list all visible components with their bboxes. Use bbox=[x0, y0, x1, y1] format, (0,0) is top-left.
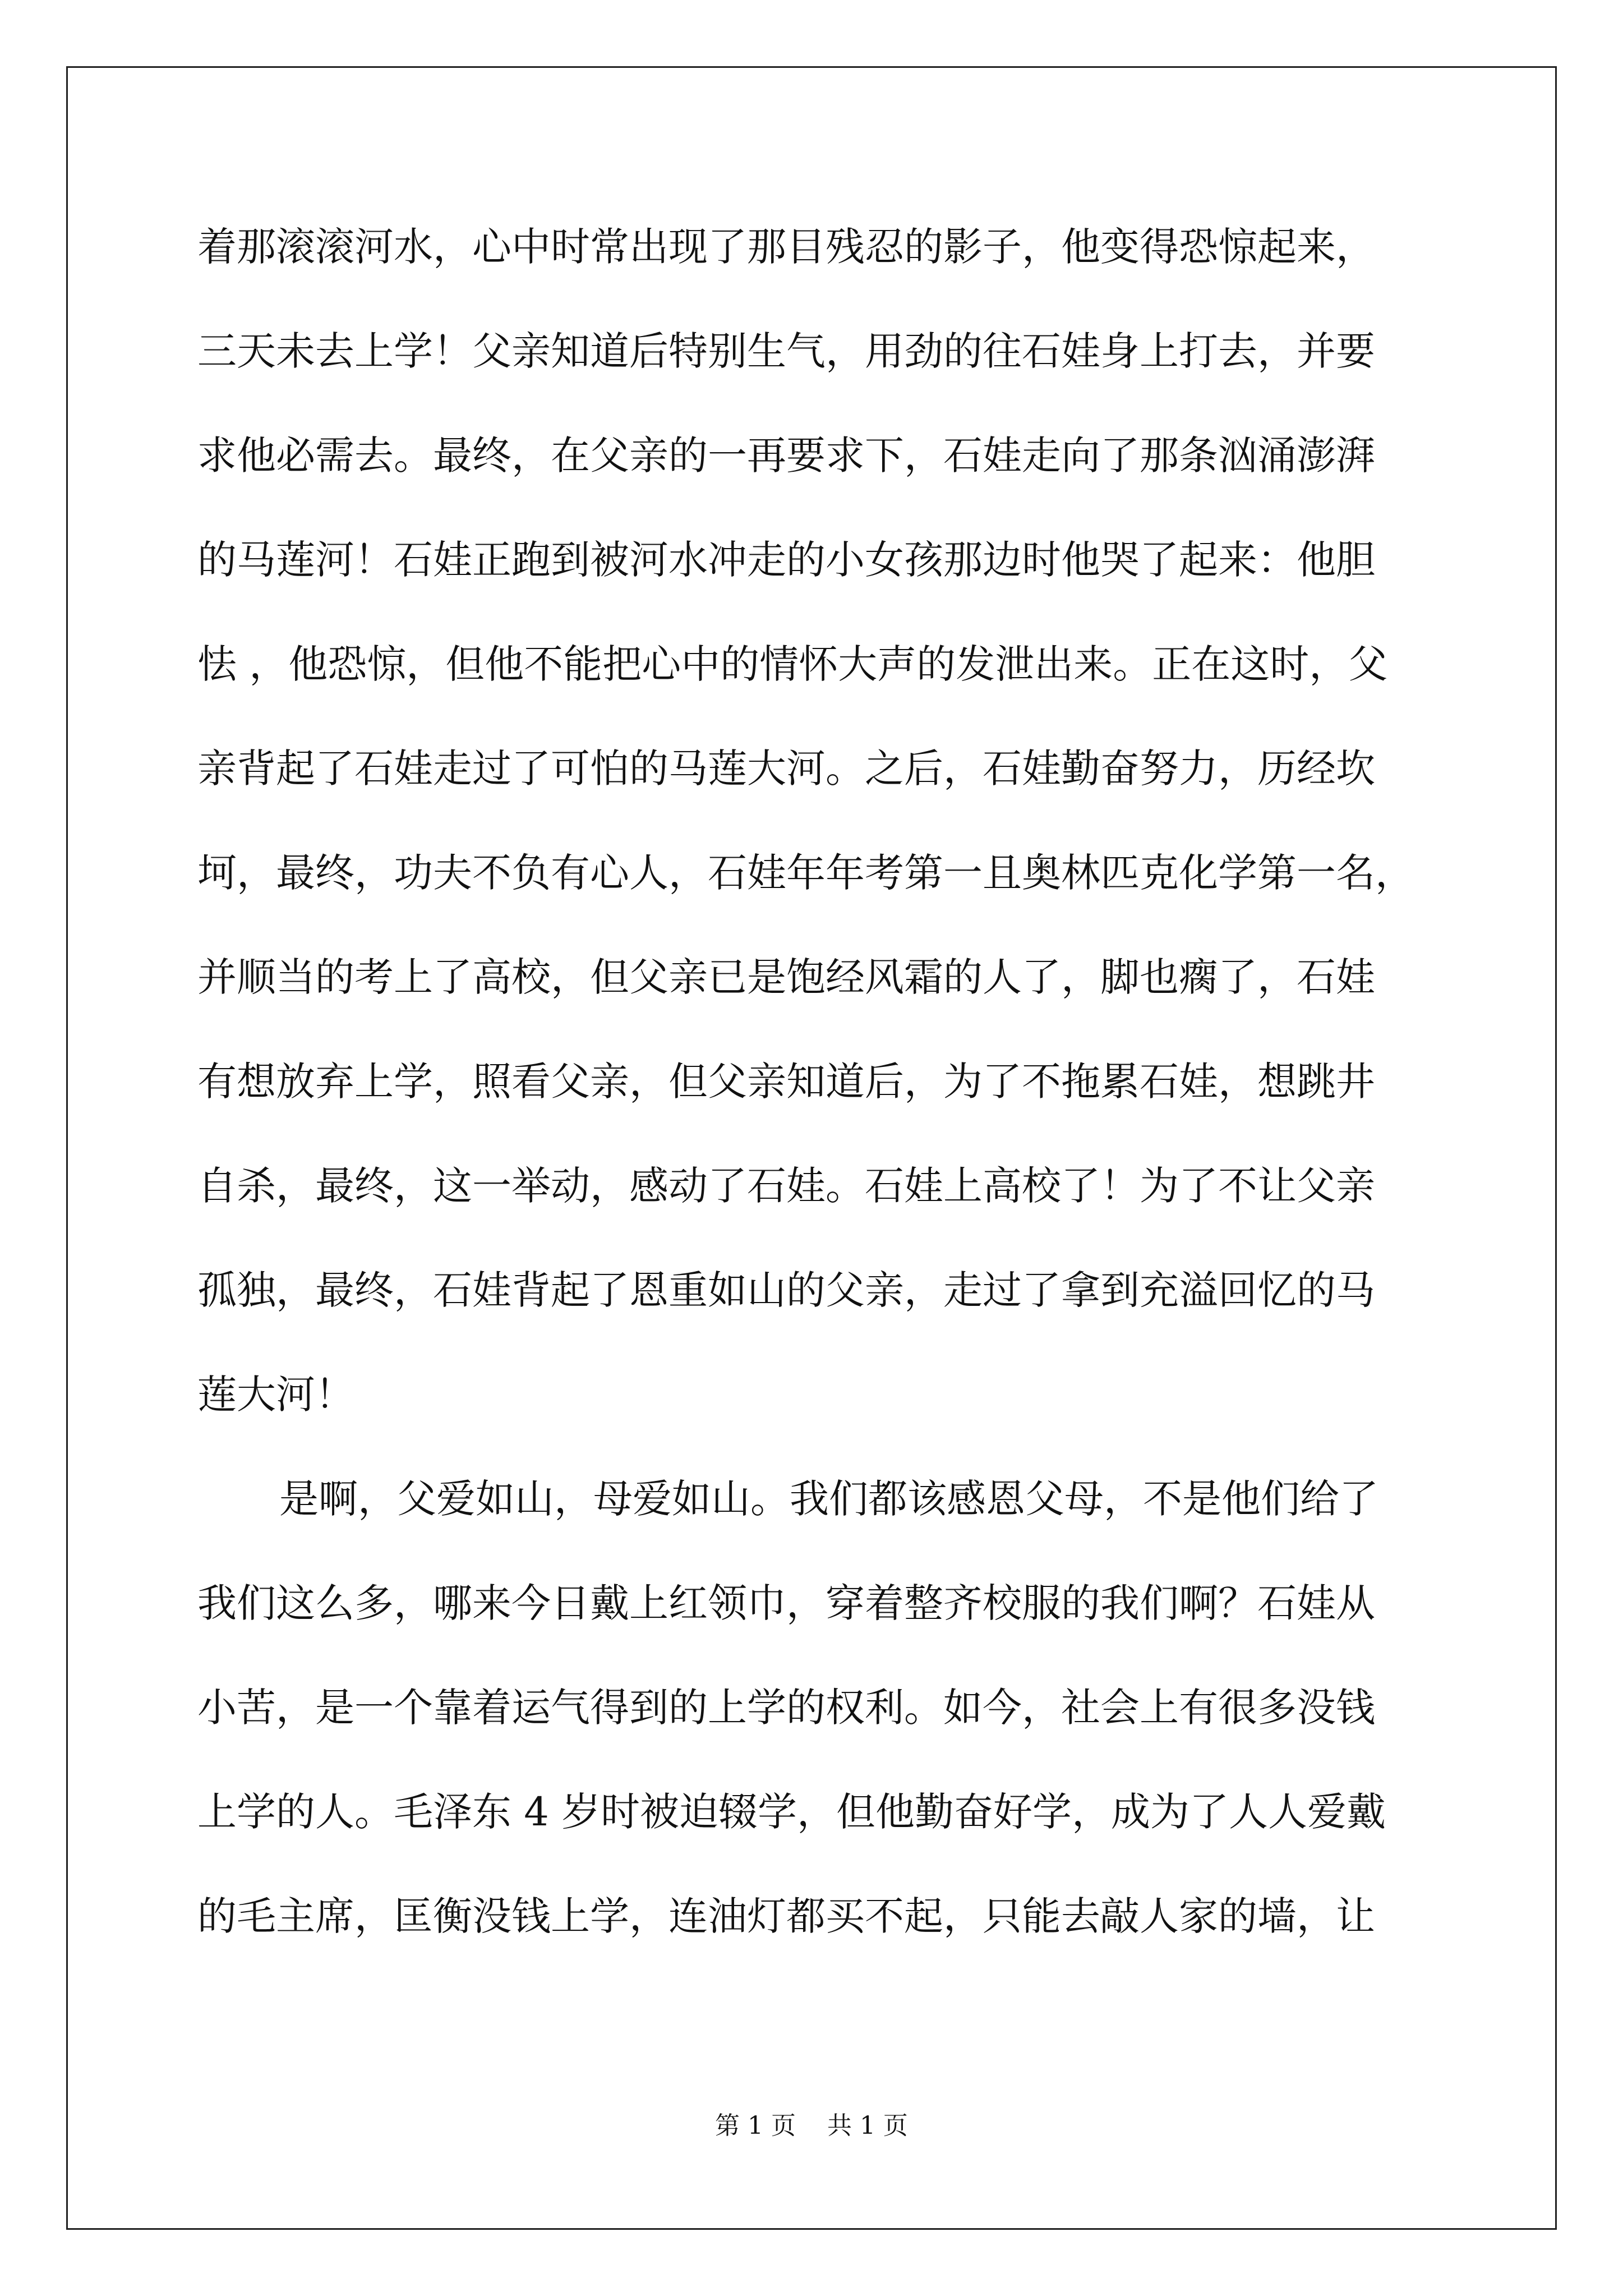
text-line: 并顺当的考上了高校，但父亲已是饱经风霜的人了，脚也瘸了，石娃 bbox=[197, 954, 1375, 1000]
text-line: 上学的人。毛泽东 4 岁时被迫辍学，但他勤奋好学，成为了人人爱戴 bbox=[197, 1789, 1386, 1835]
text-line: 三天未去上学！父亲知道后特别生气，用劲的往石娃身上打去，并要 bbox=[197, 328, 1375, 374]
text-line: 亲背起了石娃走过了可怕的马莲大河。之后，石娃勤奋努力，历经坎 bbox=[197, 746, 1375, 792]
text-line: 怯 ，他恐惊，但他不能把心中的情怀大声的发泄出来。正在这时，父 bbox=[197, 641, 1388, 687]
text-line: 孤独，最终，石娃背起了恩重如山的父亲，走过了拿到充溢回忆的马 bbox=[197, 1267, 1375, 1313]
page-footer: 第 1 页 共 1 页 bbox=[715, 2111, 908, 2140]
text-line: 的毛主席，匡衡没钱上学，连油灯都买不起，只能去敲人家的墙，让 bbox=[197, 1893, 1375, 1939]
text-line: 小苦，是一个靠着运气得到的上学的权利。如今，社会上有很多没钱 bbox=[197, 1685, 1375, 1731]
text-line: 着那滚滚河水，心中时常出现了那目残忍的影子，他变得恐惊起来， bbox=[197, 224, 1375, 270]
text-line: 有想放弃上学，照看父亲，但父亲知道后，为了不拖累石娃，想跳井 bbox=[197, 1059, 1375, 1105]
document-body bbox=[197, 208, 1459, 1981]
text-line: 坷，最终，功夫不负有心人，石娃年年考第一且奥林匹克化学第一名， bbox=[197, 850, 1414, 896]
text-line: 莲大河！ bbox=[197, 1372, 354, 1418]
paragraph-start-line: 是啊，父爱如山，母爱如山。我们都该感恩父母，不是他们给了 bbox=[279, 1476, 1378, 1522]
text-line: 求他必需去。最终，在父亲的一再要求下，石娃走向了那条汹涌澎湃 bbox=[197, 432, 1375, 478]
text-line: 自杀，最终，这一举动，感动了石娃。石娃上高校了！为了不让父亲 bbox=[197, 1163, 1375, 1209]
text-line: 我们这么多，哪来今日戴上红领巾，穿着整齐校服的我们啊？石娃从 bbox=[197, 1580, 1375, 1626]
text-line: 的马莲河！石娃正跑到被河水冲走的小女孩那边时他哭了起来：他胆 bbox=[197, 537, 1375, 583]
